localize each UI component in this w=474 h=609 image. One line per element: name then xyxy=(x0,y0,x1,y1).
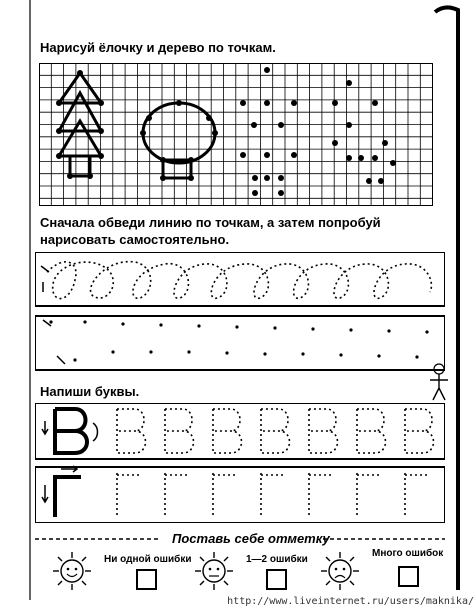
task2-title-2: нарисовать самостоятельно. xyxy=(40,232,230,247)
watermark-url: http://www.liveinternet.ru/users/maknika/ xyxy=(227,596,474,607)
sad-sun-icon xyxy=(318,550,362,592)
many-errors-checkbox[interactable] xyxy=(398,566,419,587)
footer-title: Поставь себе отметку xyxy=(172,531,330,546)
dot-grid[interactable] xyxy=(39,63,433,206)
neutral-sun-icon xyxy=(192,550,236,592)
round-tree xyxy=(143,103,215,178)
many-errors-label: Много ошибок xyxy=(372,548,444,559)
task1-title: Нарисуй ёлочку и дерево по точкам. xyxy=(40,40,276,55)
dots-to-connect xyxy=(240,67,396,196)
one-two-errors-label: 1—2 ошибки xyxy=(246,554,308,565)
happy-sun-icon xyxy=(50,550,94,592)
one-two-errors-checkbox[interactable] xyxy=(266,569,287,590)
no-errors-checkbox[interactable] xyxy=(136,569,157,590)
task2-title-1: Сначала обведи линию по точкам, а затем попробуй xyxy=(40,215,381,230)
task3-title: Напиши буквы. xyxy=(40,384,140,399)
letter-practice[interactable] xyxy=(35,403,445,523)
no-errors-label: Ни одной ошибки xyxy=(104,554,192,565)
boy-figure-icon xyxy=(426,362,452,402)
tracing-lines[interactable] xyxy=(35,252,445,372)
